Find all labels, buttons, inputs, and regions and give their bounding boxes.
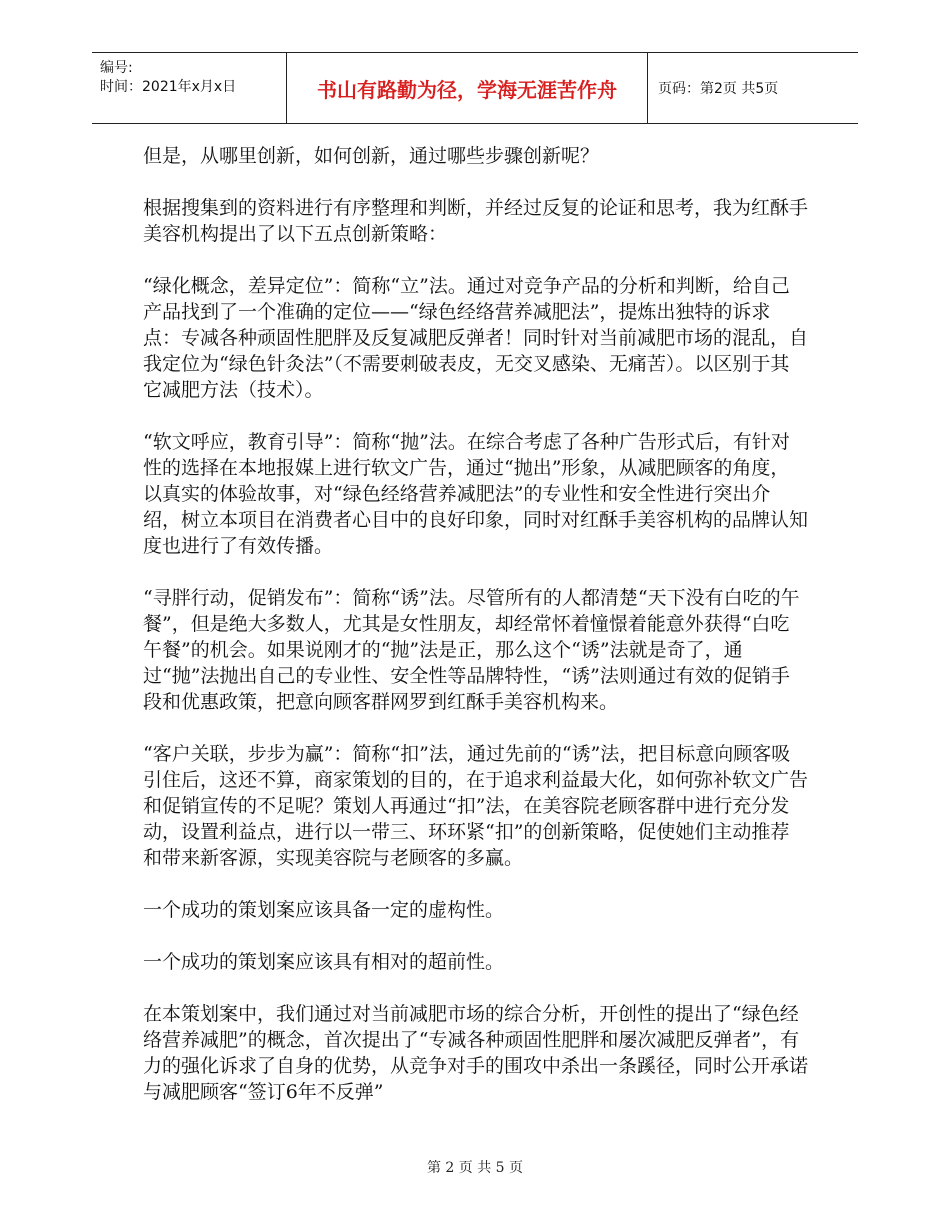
- document-body: [143, 143, 808, 1131]
- header-meta: [100, 59, 286, 97]
- paragraph: 根据搜集到的资料进行有序整理和判断，并经过反复的论证和思考，我为红酥手美容机构提出了以下五点创新策略：: [143, 197, 809, 245]
- header-page-info: 页码：第2页 共5页: [658, 81, 779, 97]
- header-motto: 书山有路勤为径，学海无涯苦作舟: [286, 53, 648, 123]
- paragraph: “绿化概念，差异定位”：简称“立”法。通过对竞争产品的分析和判断，给自己产品找到了一个准确的定位——“绿色经络营养减肥法”，提炼出独特的诉求点：专减各种顽固性肥胖及反复减肥反弹者！同时针对当前减肥市场的混乱，自我定位为“绿色针灸法”（不需要刺破表皮，无交叉感染、无痛苦）。以区别于其它减肥方法（技术）。: [143, 275, 809, 401]
- paragraph: 在本策划案中，我们通过对当前减肥市场的综合分析，开创性的提出了“绿色经络营养减肥”的概念，首次提出了“专减各种顽固性肥胖和屡次减肥反弹者”，有力的强化诉求了自身的优势，从竞争对手的围攻中杀出一条蹊径，同时公开承诺与减肥顾客“签订6年不反弹”: [143, 1003, 809, 1103]
- paragraph: “客户关联，步步为赢”：简称“扣”法，通过先前的“诱”法，把目标意向顾客吸引住后，这还不算，商家策划的目的，在于追求利益最大化，如何弥补软文广告和促销宣传的不足呢？策划人再通过“扣”法，在美容院老顾客群中进行充分发动，设置利益点，进行以一带三、环环紧“扣”的创新策略，促使她们主动推荐和带来新客源，实现美容院与老顾客的多赢。: [143, 743, 809, 869]
- page-footer: 第 2 页 共 5 页: [426, 1160, 524, 1176]
- page-header: [92, 52, 858, 124]
- paragraph: “寻胖行动，促销发布”：简称“诱”法。尽管所有的人都清楚“天下没有白吃的午餐”，但是绝大多数人，尤其是女性朋友，却经常怀着憧憬着能意外获得“白吃午餐”的机会。如果说刚才的“抛”法是正，那么这个“诱”法就是奇了，通过“抛”法抛出自己的专业性、安全性等品牌特性，“诱”法则通过有效的促销手段和优惠政策，把意向顾客群网罗到红酥手美容机构来。: [143, 587, 800, 713]
- number-label: 编号:: [100, 60, 133, 76]
- paragraph: 但是，从哪里创新，如何创新，通过哪些步骤创新呢？: [143, 145, 600, 167]
- paragraph: 一个成功的策划案应该具有相对的超前性。: [143, 951, 505, 973]
- paragraph: “软文呼应，教育引导”：简称“抛”法。在综合考虑了各种广告形式后，有针对性的选择在本地报媒上进行软文广告，通过“抛出”形象，从减肥顾客的角度，以真实的体验故事，对“绿色经络营养减肥法”的专业性和安全性进行突出介绍，树立本项目在消费者心目中的良好印象，同时对红酥手美容机构的品牌认知度也进行了有效传播。: [143, 431, 809, 557]
- paragraph: 一个成功的策划案应该具备一定的虚构性。: [143, 899, 505, 921]
- time-label: 时间：2021年x月x日: [100, 79, 237, 95]
